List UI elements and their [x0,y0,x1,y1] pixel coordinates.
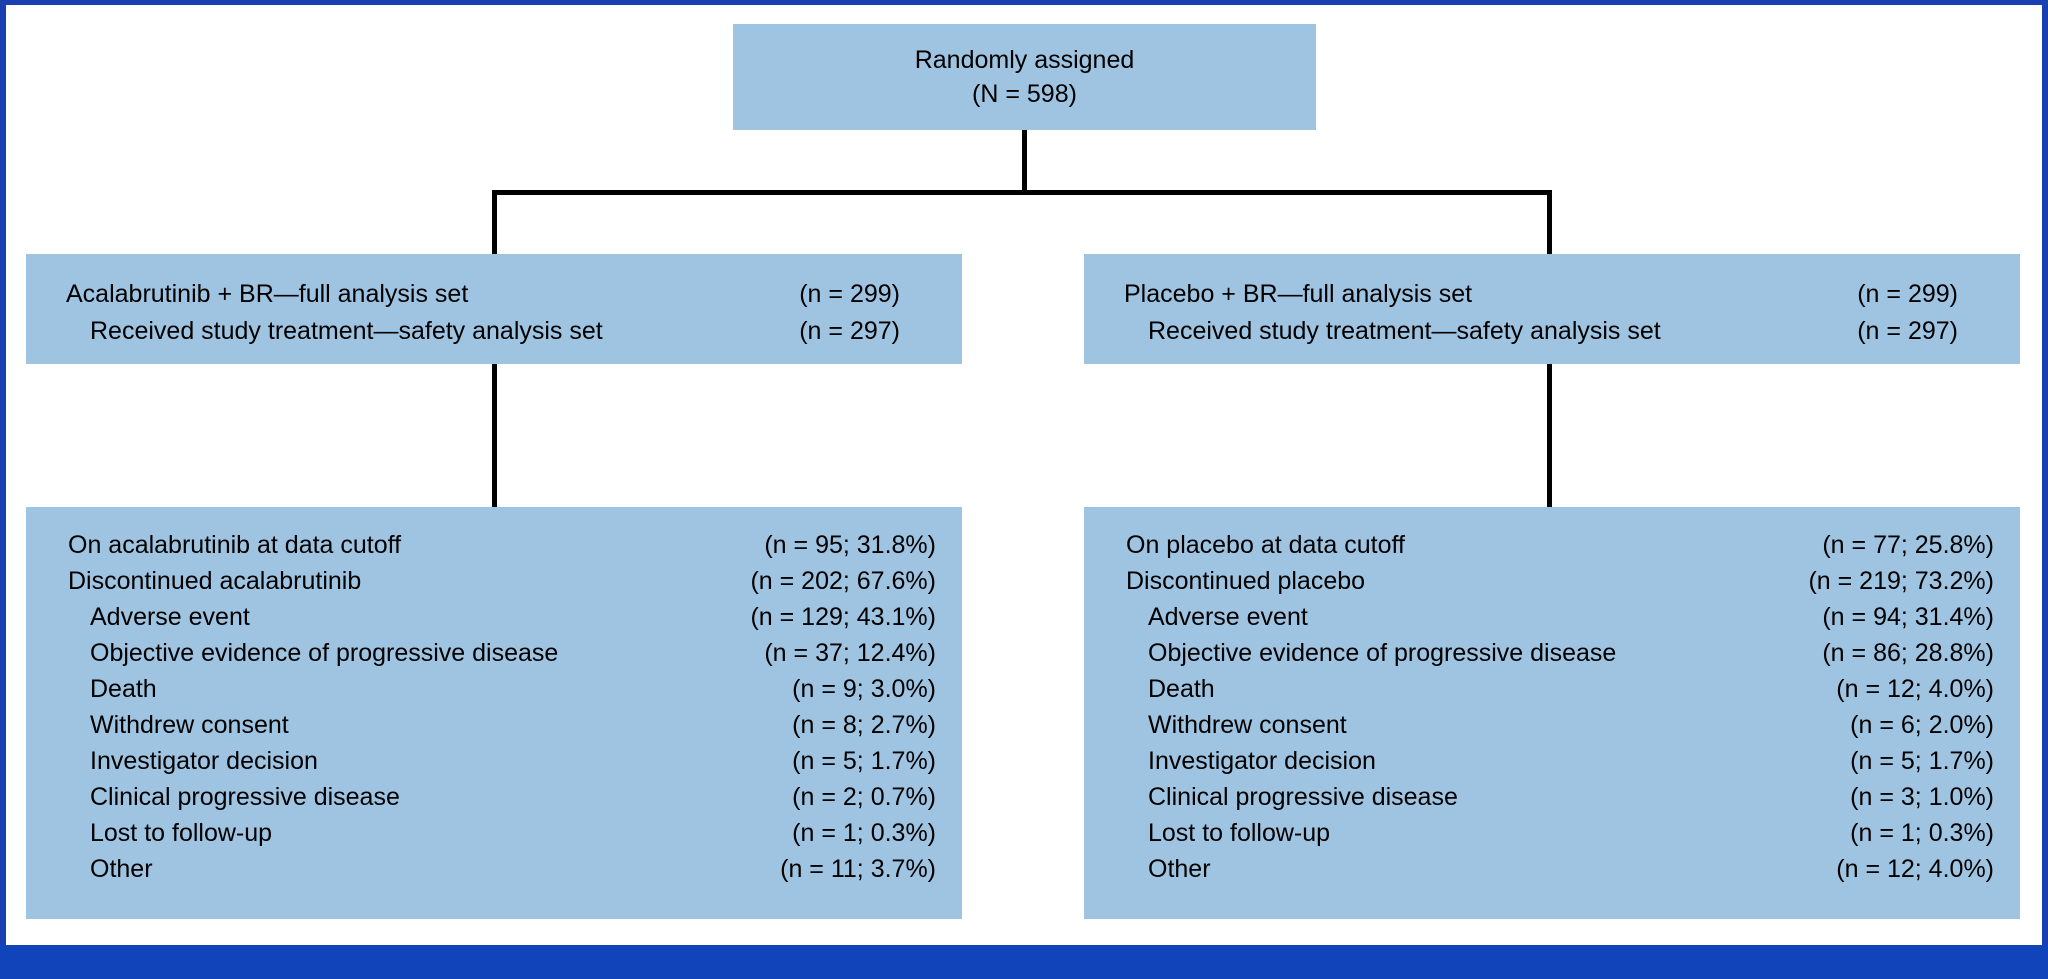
arm-row [66,276,934,313]
disposition-row-label: Other [90,855,153,883]
disposition-row [26,779,962,815]
node-randomly-assigned-title: Randomly assigned [914,46,1135,74]
disposition-row-label: Other [1148,855,1211,883]
disposition-row-label: Lost to follow-up [1148,819,1331,847]
frame-border-right [2042,0,2048,979]
disposition-row [1084,671,2020,707]
connector-horizontal-split [492,190,1552,195]
disposition-row [26,599,962,635]
frame-border-left [0,0,6,979]
node-disposition-acalabrutinib [26,507,962,919]
disposition-row [1084,563,2020,599]
disposition-row-label: Investigator decision [1148,747,1376,775]
disposition-row [26,743,962,779]
disposition-row-value: (n = 9; 3.0%) [792,675,936,703]
disposition-row-label: Objective evidence of progressive disease [1148,639,1617,667]
disposition-row-value: (n = 37; 12.4%) [764,639,936,667]
disposition-row-label: Objective evidence of progressive disease [90,639,559,667]
disposition-row-value: (n = 6; 2.0%) [1850,711,1994,739]
disposition-row-value: (n = 12; 4.0%) [1836,855,1994,883]
node-arm-placebo [1084,254,2020,364]
disposition-row [26,851,962,887]
disposition-row-label: Withdrew consent [90,711,289,739]
disposition-row [1084,743,2020,779]
arm-row-label: Placebo + BR—full analysis set [1124,280,1473,308]
disposition-row [1084,851,2020,887]
disposition-row-value: (n = 1; 0.3%) [1850,819,1994,847]
disposition-row [1084,599,2020,635]
disposition-row [26,815,962,851]
arm-row-value: (n = 299) [1857,280,1958,308]
disposition-row-label: On acalabrutinib at data cutoff [68,531,402,559]
arm-row-label: Received study treatment—safety analysis set [1148,317,1661,345]
disposition-row-value: (n = 3; 1.0%) [1850,783,1994,811]
disposition-row-label: Investigator decision [90,747,318,775]
arm-row [1124,276,1992,313]
disposition-row-label: Clinical progressive disease [1148,783,1458,811]
node-randomly-assigned [733,24,1316,130]
arm-row-value: (n = 299) [799,280,900,308]
connector-right-to-disposition [1547,364,1552,507]
disposition-row-label: Withdrew consent [1148,711,1347,739]
arm-row-value: (n = 297) [1857,317,1958,345]
disposition-row [1084,635,2020,671]
disposition-row [1084,815,2020,851]
disposition-row-value: (n = 5; 1.7%) [1850,747,1994,775]
disposition-row-value: (n = 12; 4.0%) [1836,675,1994,703]
arm-row-label: Received study treatment—safety analysis set [90,317,603,345]
arm-row [66,313,934,350]
disposition-row-value: (n = 202; 67.6%) [750,567,936,595]
disposition-row-value: (n = 94; 31.4%) [1822,603,1994,631]
disposition-row-value: (n = 77; 25.8%) [1822,531,1994,559]
disposition-row-label: Lost to follow-up [90,819,273,847]
node-disposition-placebo [1084,507,2020,919]
arm-row-label: Acalabrutinib + BR—full analysis set [66,280,469,308]
node-randomly-assigned-count: (N = 598) [972,80,1077,108]
disposition-row [26,707,962,743]
disposition-row-label: Discontinued acalabrutinib [68,567,362,595]
connector-left-to-disposition [492,364,497,507]
disposition-row-label: Death [1148,675,1215,703]
frame-border-top [0,0,2048,5]
disposition-row-value: (n = 95; 31.8%) [764,531,936,559]
arm-row-value: (n = 297) [799,317,900,345]
disposition-row-value: (n = 2; 0.7%) [792,783,936,811]
frame-border-bottom [0,945,2048,979]
disposition-row-label: Adverse event [1148,603,1308,631]
disposition-row [26,635,962,671]
disposition-row-value: (n = 1; 0.3%) [792,819,936,847]
connector-left-branch [492,190,497,254]
disposition-row-value: (n = 129; 43.1%) [750,603,936,631]
arm-row [1124,313,1992,350]
disposition-row-label: Discontinued placebo [1126,567,1366,595]
connector-right-branch [1547,190,1552,254]
disposition-row-label: On placebo at data cutoff [1126,531,1405,559]
disposition-row-value: (n = 8; 2.7%) [792,711,936,739]
disposition-row [1084,527,2020,563]
disposition-row [1084,707,2020,743]
connector-root-vertical [1022,130,1027,190]
disposition-row [26,671,962,707]
disposition-row [26,527,962,563]
disposition-row-label: Clinical progressive disease [90,783,400,811]
disposition-row-label: Death [90,675,157,703]
disposition-row-value: (n = 86; 28.8%) [1822,639,1994,667]
disposition-row [1084,779,2020,815]
disposition-row-value: (n = 219; 73.2%) [1808,567,1994,595]
disposition-row [26,563,962,599]
disposition-row-label: Adverse event [90,603,250,631]
disposition-row-value: (n = 5; 1.7%) [792,747,936,775]
disposition-row-value: (n = 11; 3.7%) [780,855,936,883]
node-arm-acalabrutinib [26,254,962,364]
